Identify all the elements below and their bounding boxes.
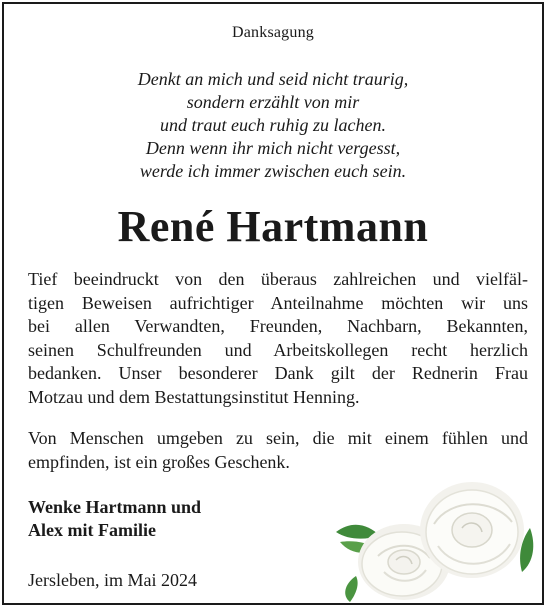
- quote-paragraph: [28, 427, 528, 474]
- paragraph-line: Tief beeindruckt von den überaus zahlreichen und vielfäl-: [28, 269, 528, 289]
- paragraph-line: Von Menschen umgeben zu sein, die mit einem fühlen und: [28, 428, 528, 448]
- paragraph-line: seinen Schulfreunden und Arbeitskollegen recht herzlich: [28, 339, 528, 360]
- poem-line: Denkt an mich und seid nicht traurig,: [137, 69, 409, 89]
- paragraph-line: empfinden, ist ein großes Geschenk.: [28, 451, 290, 472]
- thanks-paragraph: [28, 268, 528, 409]
- signer-line: Wenke Hartmann und: [28, 497, 202, 517]
- paragraph-line: bei allen Verwandten, Freunden, Nachbarn, Bekannten,: [28, 316, 528, 336]
- leaf-icon: [345, 576, 357, 602]
- poem: [4, 68, 542, 183]
- poem-line: Denn wenn ihr mich nicht vergesst,: [145, 138, 401, 158]
- poem-line: werde ich immer zwischen euch sein.: [139, 161, 407, 181]
- place-date: Jersleben, im Mai 2024: [28, 570, 197, 590]
- signer-line: Alex mit Familie: [28, 519, 156, 540]
- signers: [28, 496, 201, 541]
- paragraph-line: bedanken. Unser besonderer Dank gilt der Rednerin Frau: [28, 363, 528, 383]
- poem-line: sondern erzählt von mir: [186, 92, 360, 112]
- poem-line: und traut euch ruhig zu lachen.: [160, 115, 386, 135]
- deceased-name: René Hartmann: [117, 202, 429, 251]
- paragraph-line: tigen Beweisen aufrichtiger Anteilnahme möchten wir uns: [28, 292, 528, 313]
- white-roses-image: [322, 472, 544, 606]
- obituary-card: [2, 2, 544, 605]
- heading: Danksagung: [232, 24, 314, 41]
- paragraph-line: Motzau und dem Bestattungsinstitut Henning.: [28, 386, 360, 407]
- rose-icon: [420, 482, 524, 578]
